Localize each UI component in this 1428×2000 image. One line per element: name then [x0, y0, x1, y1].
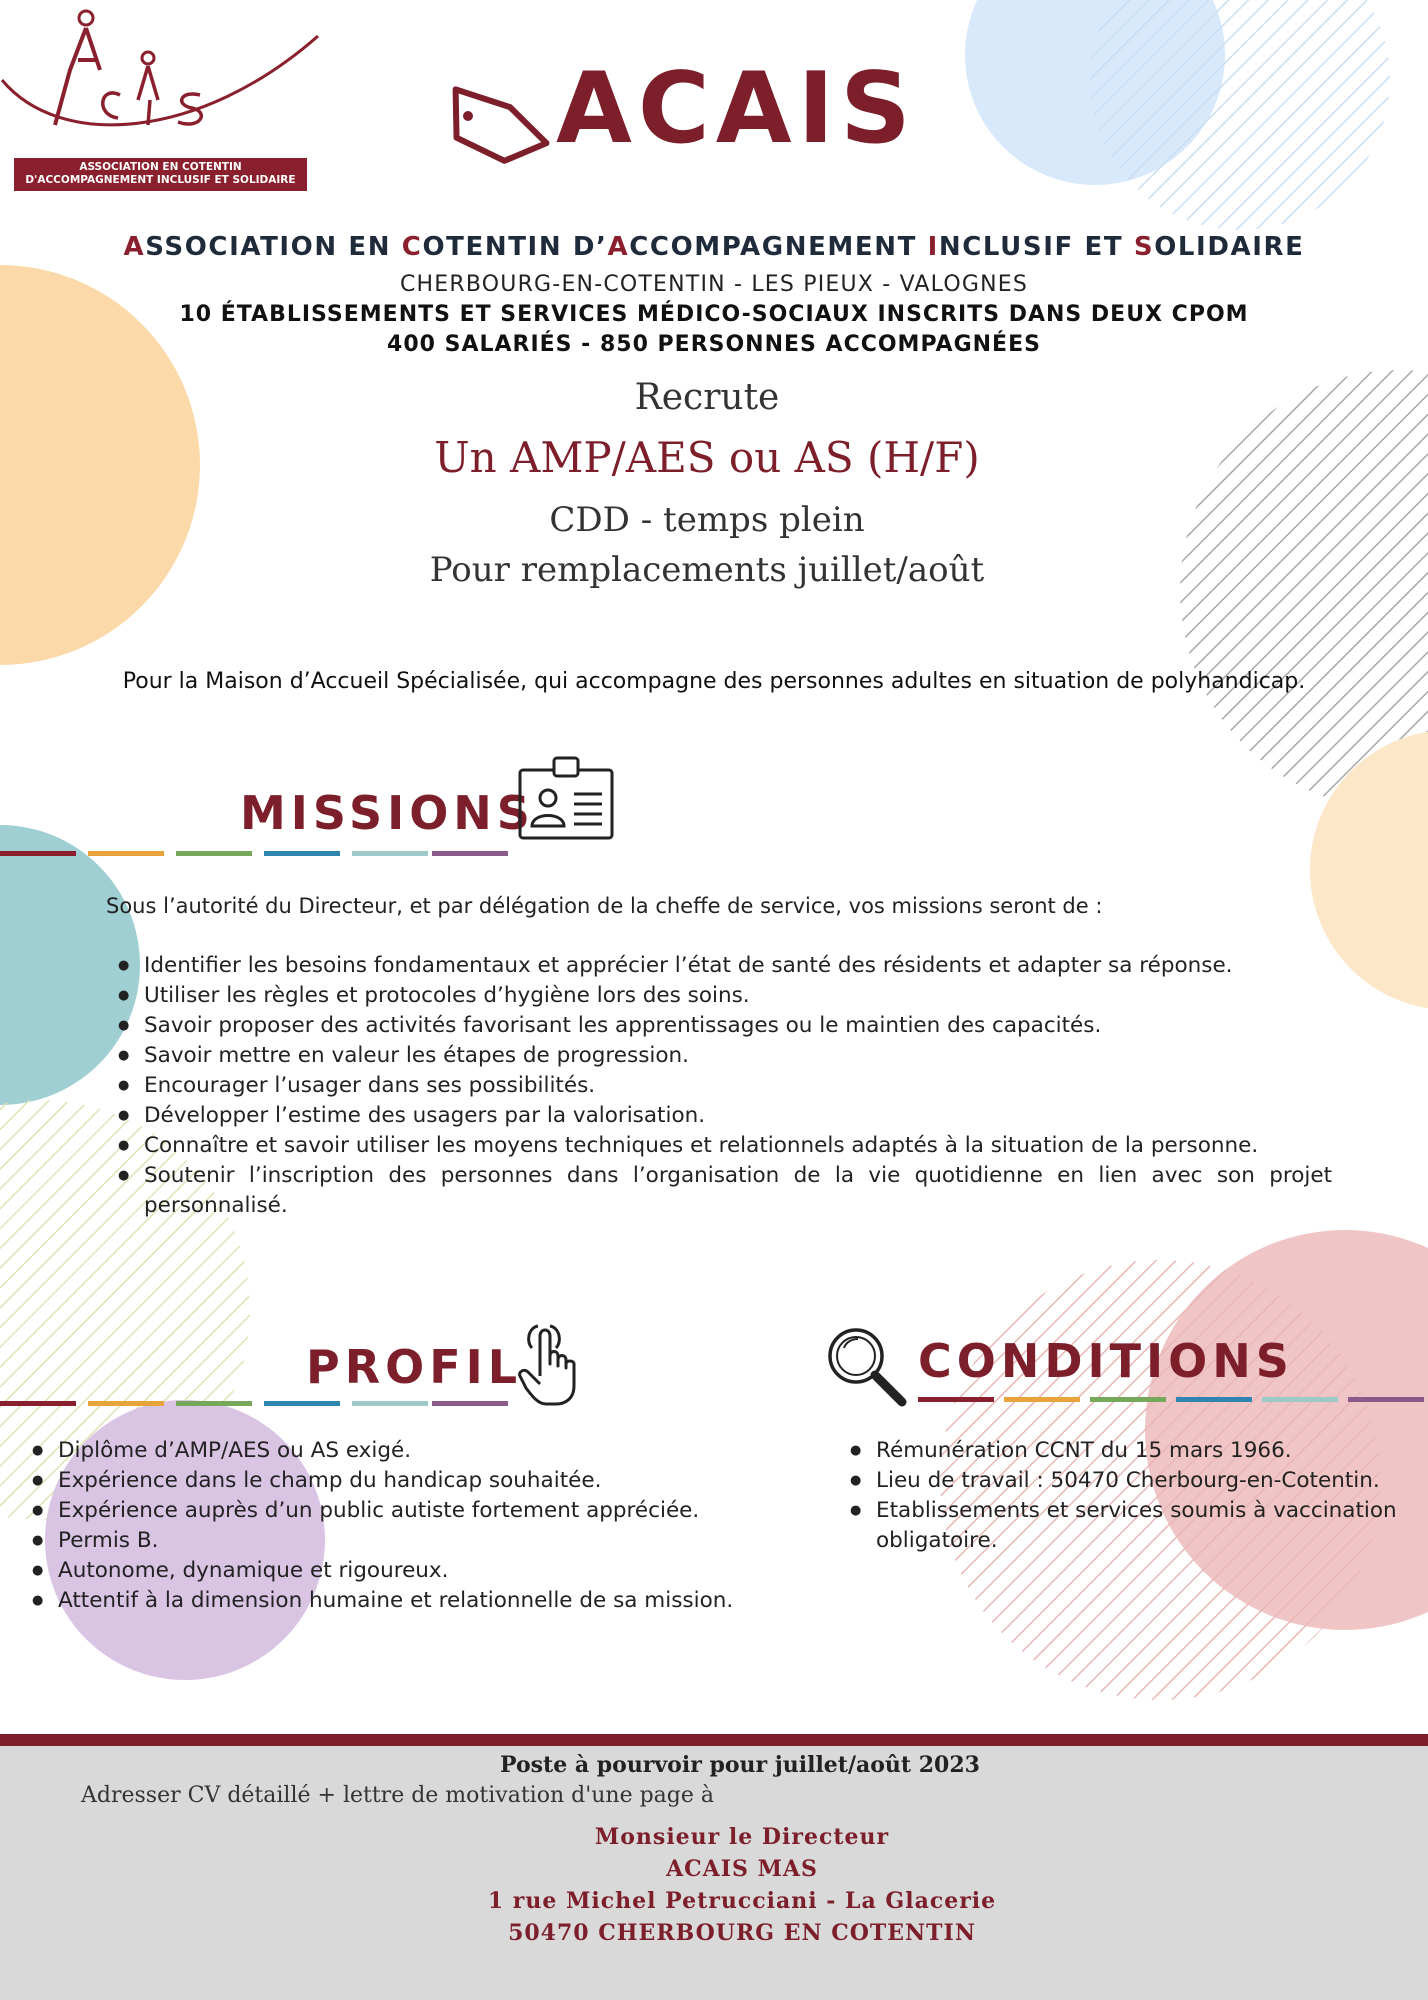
list-item: ● Expérience dans le champ du handicap souhaitée. — [26, 1466, 806, 1496]
list-item: ● Utiliser les règles et protocoles d’hygiène lors des soins. — [112, 981, 1332, 1011]
list-item: ● Développer l’estime des usagers par la valorisation. — [112, 1101, 1332, 1131]
tag-icon — [438, 86, 558, 164]
missions-divider — [0, 851, 520, 857]
association-word: NCLUSIF ET — [938, 232, 1134, 262]
list-item: ● Attentif à la dimension humaine et relationnelle de sa mission. — [26, 1586, 806, 1616]
address-line: 1 rue Michel Petrucciani - La Glacerie — [487, 1888, 997, 1914]
list-item: ● Lieu de travail : 50470 Cherbourg-en-Cotentin. — [844, 1466, 1428, 1496]
magnifier-icon — [826, 1326, 908, 1408]
contract-period: Pour remplacements juillet/août — [429, 550, 985, 590]
association-word: SSOCIATION EN — [145, 232, 402, 262]
association-word: OTENTIN D’ — [422, 232, 608, 262]
divider-dash — [1262, 1397, 1338, 1402]
divider-dash — [1004, 1397, 1080, 1402]
divider-dash — [1090, 1397, 1166, 1402]
association-initial: A — [123, 232, 146, 262]
divider-dash — [0, 1401, 76, 1406]
acais-logo-drawing — [0, 0, 320, 160]
divider-dash — [264, 851, 340, 856]
profil-list — [26, 1436, 806, 1616]
list-item: ● Connaître et savoir utiliser les moyens techniques et relationnels adaptés à la situation de la personne. — [112, 1131, 1332, 1161]
association-initial: A — [607, 232, 630, 262]
association-word: OLIDAIRE — [1154, 232, 1305, 262]
divider-dash — [0, 851, 76, 856]
missions-lead: Sous l’autorité du Directeur, et par délégation de la cheffe de service, vos missions seront de : — [106, 894, 1103, 918]
list-item: ● Rémunération CCNT du 15 mars 1966. — [844, 1436, 1428, 1466]
list-item: ● Soutenir l’inscription des personnes dans l’organisation de la vie quotidienne en lien avec son projet personnalisé. — [112, 1161, 1332, 1221]
profil-divider — [0, 1401, 520, 1407]
logo-caption-line1: ASSOCIATION EN COTENTIN — [79, 161, 242, 173]
list-item: ● Savoir proposer des activités favorisant les apprentissages ou le maintien des capacités. — [112, 1011, 1332, 1041]
brand-title: ACAIS — [556, 52, 917, 166]
divider-dash — [88, 851, 164, 856]
id-badge-icon — [518, 756, 614, 840]
list-item: ● Identifier les besoins fondamentaux et apprécier l’état de santé des résidents et adapter sa réponse. — [112, 951, 1332, 981]
footer-adresser: Adresser CV détaillé + lettre de motivation d'une page à — [81, 1783, 715, 1808]
list-item: ● Autonome, dynamique et rigoureux. — [26, 1556, 806, 1586]
staff-info: 400 SALARIÉS - 850 PERSONNES ACCOMPAGNÉES — [387, 332, 1041, 357]
establishments-info: 10 ÉTABLISSEMENTS ET SERVICES MÉDICO-SOCIAUX INSCRITS DANS DEUX CPOM — [179, 302, 1249, 327]
divider-dash — [352, 1401, 428, 1406]
logo-caption-line2: D'ACCOMPAGNEMENT INCLUSIF ET SOLIDAIRE — [25, 174, 296, 186]
contract-type: CDD - temps plein — [549, 500, 865, 540]
association-initial: C — [401, 232, 423, 262]
profil-title: PROFIL — [306, 1340, 523, 1394]
footer-bar — [0, 1734, 1428, 1746]
address-line: 50470 CHERBOURG EN COTENTIN — [508, 1920, 976, 1946]
address-line: Monsieur le Directeur — [594, 1824, 890, 1850]
divider-dash — [918, 1397, 994, 1402]
list-item: ● Savoir mettre en valeur les étapes de progression. — [112, 1041, 1332, 1071]
address-line: ACAIS MAS — [666, 1856, 818, 1882]
association-initial: S — [1133, 232, 1155, 262]
footer-poste: Poste à pourvoir pour juillet/août 2023 — [500, 1752, 980, 1778]
missions-list — [112, 951, 1332, 1221]
divider-dash — [176, 1401, 252, 1406]
missions-title: MISSIONS — [240, 786, 535, 840]
divider-dash — [264, 1401, 340, 1406]
divider-dash — [176, 851, 252, 856]
acais-logo — [0, 0, 320, 195]
logo-caption — [14, 158, 307, 191]
association-full-name — [0, 232, 1428, 262]
hand-pointer-icon — [516, 1316, 580, 1408]
recrute-label: Recrute — [634, 377, 780, 418]
list-item: ● Encourager l’usager dans ses possibilités. — [112, 1071, 1332, 1101]
divider-dash — [1348, 1397, 1424, 1402]
divider-dash — [1176, 1397, 1252, 1402]
list-item: ● Permis B. — [26, 1526, 806, 1556]
conditions-divider — [918, 1397, 1428, 1403]
divider-dash — [88, 1401, 164, 1406]
list-item: ● Expérience auprès d’un public autiste fortement appréciée. — [26, 1496, 806, 1526]
divider-dash — [432, 851, 508, 856]
list-item: ● Etablissements et services soumis à vaccination obligatoire. — [844, 1496, 1428, 1556]
divider-dash — [352, 851, 428, 856]
association-initial: I — [927, 232, 939, 262]
conditions-title: CONDITIONS — [918, 1334, 1294, 1388]
divider-dash — [432, 1401, 508, 1406]
locations: CHERBOURG-EN-COTENTIN - LES PIEUX - VALOGNES — [399, 272, 1029, 297]
job-title: Un AMP/AES ou AS (H/F) — [434, 433, 980, 482]
intro-text: Pour la Maison d’Accueil Spécialisée, qui accompagne des personnes adultes en situation de polyhandicap. — [122, 669, 1306, 694]
association-word: CCOMPAGNEMENT — [629, 232, 928, 262]
conditions-list — [844, 1436, 1428, 1556]
list-item: ● Diplôme d’AMP/AES ou AS exigé. — [26, 1436, 806, 1466]
